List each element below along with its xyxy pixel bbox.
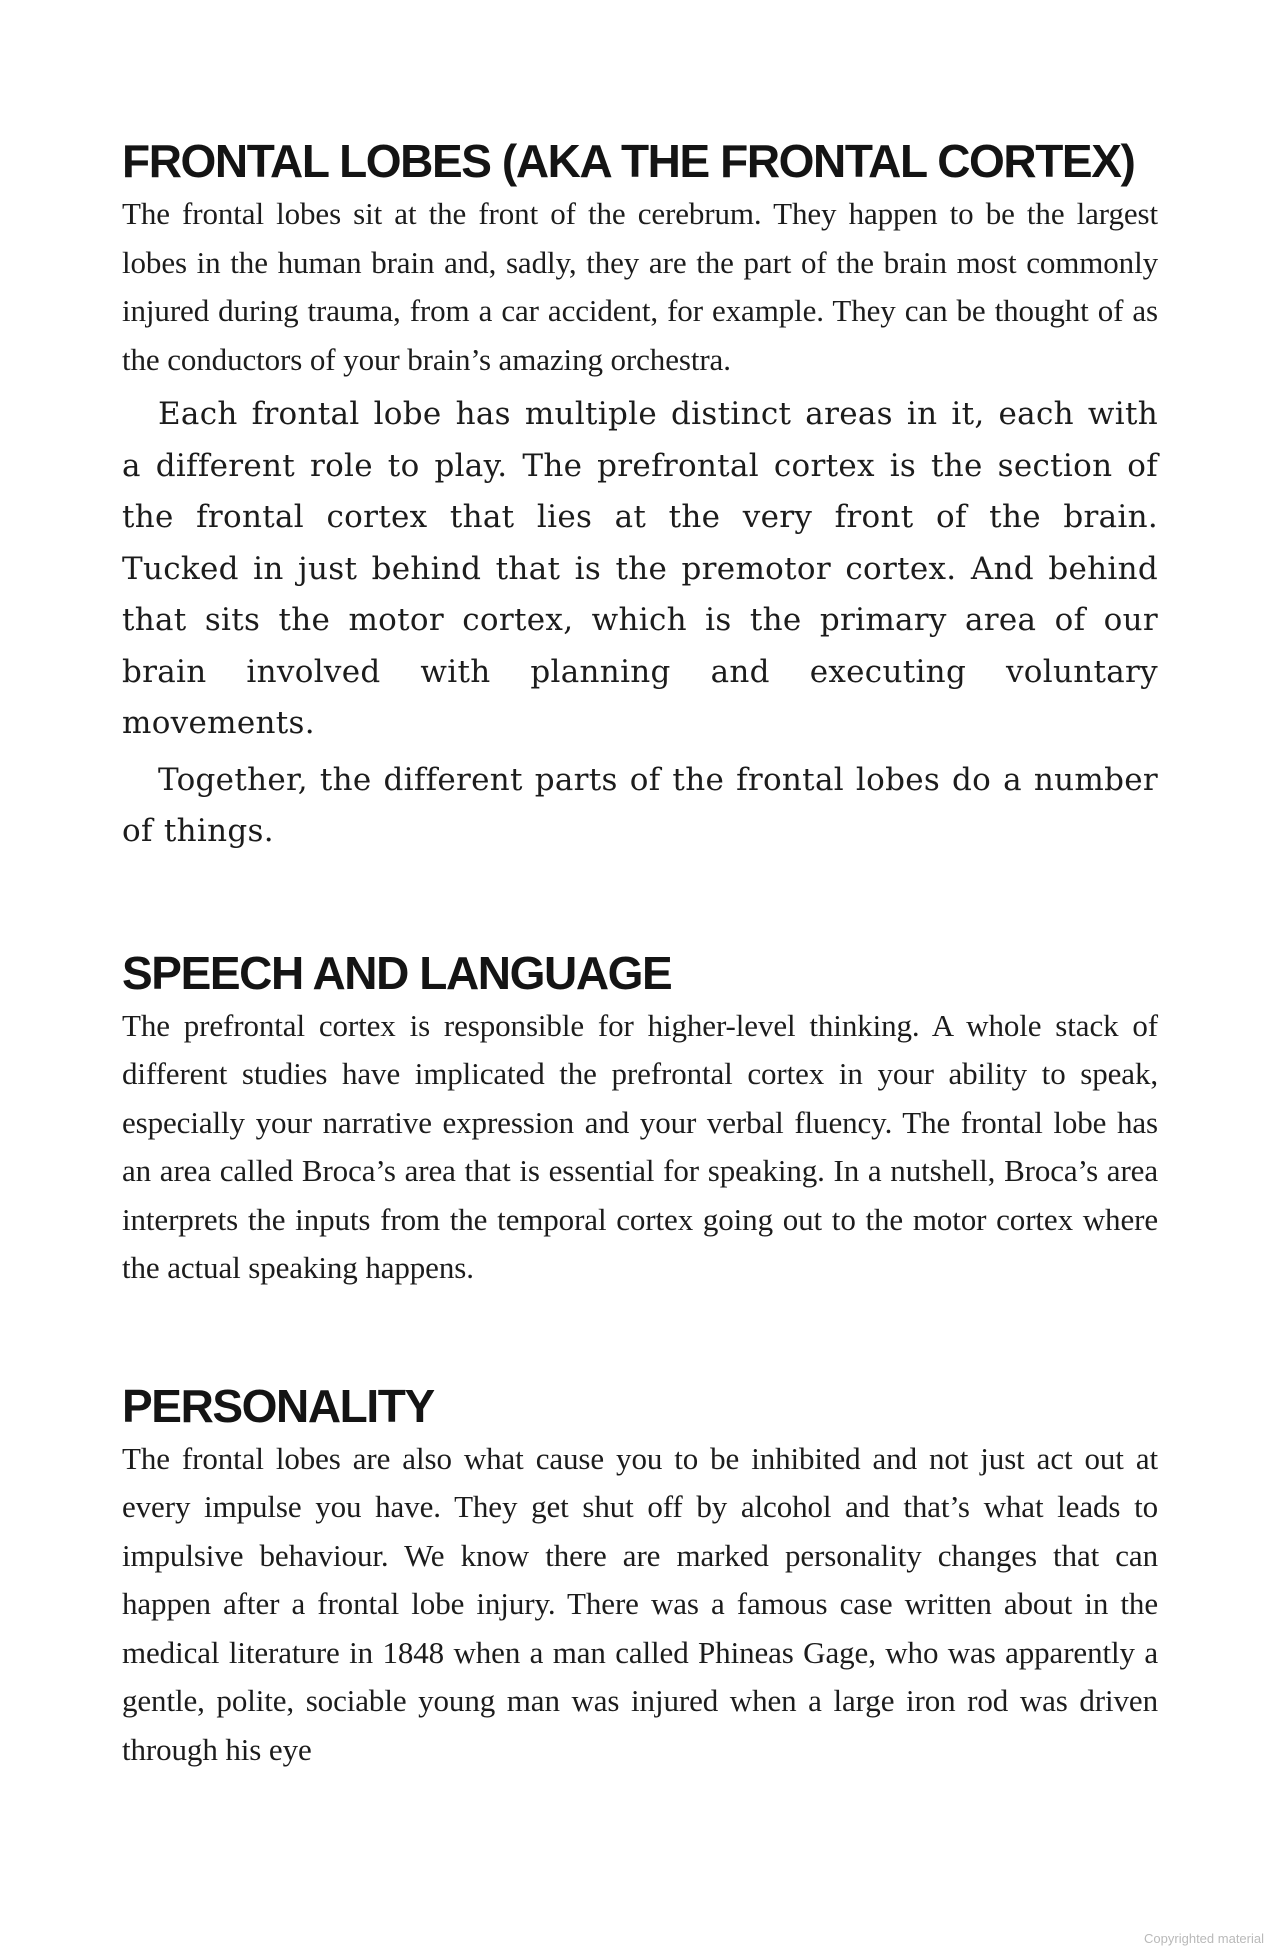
page-content: [122, 132, 1158, 1774]
paragraph: The prefrontal cortex is responsible for higher-level thinking. A whole stack of different studies have implicated the prefrontal cortex in your ability to speak, especially your narrative expression and your verbal fluency. The frontal lobe has an area called Broca’s area that is essential for speaking. In a nutshell, Broca’s area interprets the inputs from the temporal cortex going out to the motor cortex where the actual speaking happens.: [122, 1007, 1158, 1285]
section-heading-frontal-lobes: FRONTAL LOBES (AKA THE FRONTAL CORTEX): [122, 135, 1135, 187]
paragraph: Together, the different parts of the frontal lobes do a number of things.: [122, 761, 1158, 849]
paragraph: Each frontal lobe has multiple distinct areas in it, each with a different role to play. The prefrontal cortex is the section of the frontal cortex that lies at the very front of the brain. Tucked in just behind that is the premotor cortex. And behind that sits the motor cortex, which is the primary area of our brain involved with planning and executing voluntary movements.: [122, 396, 1158, 741]
paragraph: The frontal lobes sit at the front of the cerebrum. They happen to be the largest lobes in the human brain and, sadly, they are the part of the brain most commonly injured during trauma, from a car accident, for example. They can be thought of as the conductors of your brain’s amazing orchestra.: [122, 196, 1158, 377]
section-spacer: [122, 1293, 1158, 1377]
section-heading-speech-and-language: SPEECH AND LANGUAGE: [122, 946, 672, 999]
paragraph: The frontal lobes are also what cause you to be inhibited and not just act out at every impulse you have. They get shut off by alcohol and that’s what leads to impulsive behaviour. We know there are marked personality changes that can happen after a frontal lobe injury. There was a famous case written about in the medical literature in 1848 when a man called Phineas Gage, who was apparently a gentle, polite, sociable young man was injured when a large iron rod was driven through his eye: [122, 1440, 1158, 1767]
copyright-watermark: Copyrighted material: [1144, 1931, 1264, 1946]
section-spacer: [122, 858, 1158, 944]
section-heading-personality: PERSONALITY: [122, 1379, 434, 1432]
